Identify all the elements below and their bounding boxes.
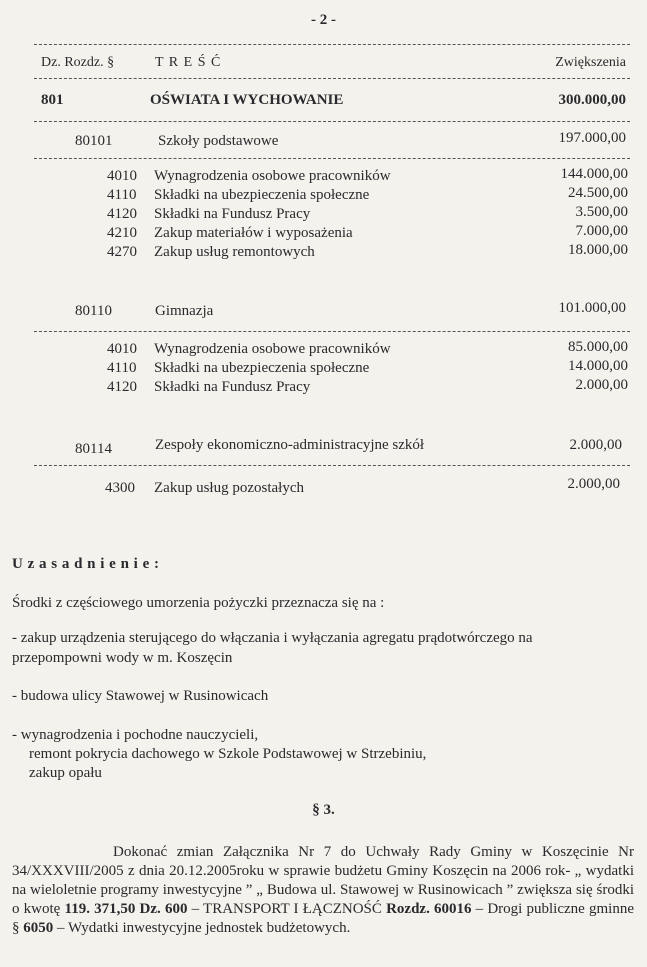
rozdzial-code: 80101 [75,133,113,149]
header-zwiekszenia: Zwiększenia [555,55,626,70]
rozdzial-amount: 2.000,00 [569,437,622,453]
rozdzial-text: Rozdz. 60016 [386,901,472,917]
paragraph-text: – TRANSPORT I ŁĄCZNOŚĆ [187,901,387,917]
item-code: 4300 [105,480,135,496]
item-name: Składki na Fundusz Pracy [154,379,311,395]
item-name: Wynagrodzenia osobowe pracowników [154,168,391,184]
item-amount: 7.000,00 [575,223,628,239]
item-name: Składki na ubezpieczenia społeczne [154,187,370,203]
paragraph-number: 6050 [23,920,54,936]
kwota-text: 119. 371,50 Dz. 600 [64,901,188,917]
bullet-item-continued: remont pokrycia dachowego w Szkole Podstawowej w Strzebiniu, [29,746,427,762]
header-dz-rozdz: Dz. Rozdz. § [41,55,115,70]
paragraph-text: Dokonać zmian Załącznika Nr 7 do Uchwały Rady Gminy w Koszęcinie Nr 34/XXXVIII/2005 z dnia 20.12.2005roku w sprawie budżetu Gminy Koszęcin na 2006 rok- „ wydatki na wieloletnie programy inwestycyjne ” „ Budowa ul. Stawowej w Rusinowicach ” zwiększa się środki o kwotę [12,844,634,917]
item-code: 4110 [107,187,137,203]
bullet-item: - wynagrodzenia i pochodne nauczycieli, [12,727,259,743]
separator [34,121,630,122]
separator [34,331,630,332]
rozdzial-code: 80114 [75,441,112,457]
separator [34,78,630,79]
item-amount: 144.000,00 [560,166,628,182]
uzasadnienie-heading: U z a s a d n i e n i e : [12,556,160,572]
item-name: Wynagrodzenia osobowe pracowników [154,341,391,357]
section-heading: § 3. [312,802,335,818]
bullet-item: - budowa ulicy Stawowej w Rusinowicach [12,688,269,704]
rozdzial-code: 80110 [75,303,112,319]
dzial-code: 801 [41,92,64,108]
item-code: 4010 [107,168,137,184]
rozdzial-amount: 101.000,00 [558,300,626,316]
item-code: 4270 [107,244,137,260]
rozdzial-amount: 197.000,00 [558,130,626,146]
rozdzial-name: Szkoły podstawowe [158,133,279,149]
separator [34,44,630,45]
item-name: Składki na ubezpieczenia społeczne [154,360,370,376]
item-code: 4010 [107,341,137,357]
item-amount: 2.000,00 [567,476,620,492]
bullet-item: - zakup urządzenia sterującego do włączania i wyłączania agregatu prądotwórczego na [12,630,533,646]
separator [34,465,630,466]
item-amount: 3.500,00 [575,204,628,220]
bullet-item-continued: zakup opału [29,765,102,781]
bullet-item-continued: przepompowni wody w m. Koszęcin [12,650,233,666]
item-amount: 24.500,00 [568,185,628,201]
item-amount: 85.000,00 [568,339,628,355]
item-name: Składki na Fundusz Pracy [154,206,311,222]
item-code: 4120 [107,206,137,222]
item-code: 4210 [107,225,137,241]
item-name: Zakup usług remontowych [154,244,315,260]
item-amount: 18.000,00 [568,242,628,258]
item-name: Zakup materiałów i wyposażenia [154,225,353,241]
separator [34,158,630,159]
item-name: Zakup usług pozostałych [154,480,304,496]
rozdzial-name: Zespoły ekonomiczno-administracyjne szkół [155,437,425,453]
section3-paragraph [12,843,634,938]
item-code: 4110 [107,360,137,376]
item-code: 4120 [107,379,137,395]
uzasadnienie-intro: Środki z częściowego umorzenia pożyczki przeznacza się na : [12,595,385,611]
dzial-name: OŚWIATA I WYCHOWANIE [150,92,344,108]
paragraph-text: – Drogi publiczne gminne § [12,901,634,936]
paragraph-text: – Wydatki inwestycyjne jednostek budżetowych. [53,920,351,936]
page-number: - 2 - [311,12,336,28]
item-amount: 2.000,00 [575,377,628,393]
rozdzial-name: Gimnazja [155,303,214,319]
item-amount: 14.000,00 [568,358,628,374]
header-tresc: T R E Ś Ć [155,55,222,70]
dzial-amount: 300.000,00 [558,92,626,108]
